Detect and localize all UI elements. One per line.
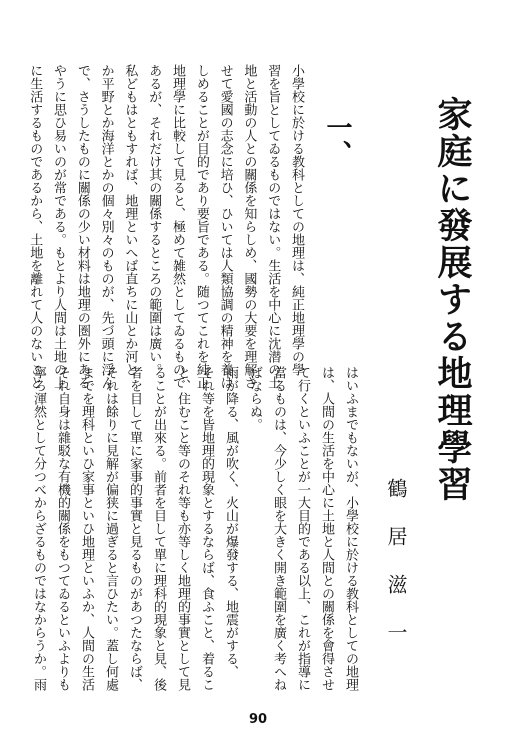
text-line: 寧ろ渾然として分つべからざるものではなからうか。雨 xyxy=(31,366,46,691)
text-line: 雨が降る、風が吹く、火山が爆發する、地震がする、 xyxy=(223,366,238,678)
text-line: は、人間の生活を中心に土地と人間との關係を會得させ xyxy=(319,366,334,691)
text-line: 當るものは、今少しく眼を大きく開き範圍を廣く考へね xyxy=(271,366,286,691)
body-text-upper xyxy=(27,64,308,389)
text-line: か平野とか海洋とかの個々別々のものが、先づ頭に浮ん xyxy=(98,64,114,389)
text-line: 習を旨としてゐるものではない。生活を中心に沈潜の土 xyxy=(265,64,281,389)
text-line: ばならぬ。 xyxy=(247,366,262,431)
text-line: に生活するものであるから、土地を離れて人のないこと xyxy=(27,64,43,389)
text-line: それ自身は雜駁な有機的關係をもつてゐるといふよりも xyxy=(55,366,70,691)
text-line: て行くといふことが一大目的である以上、これが指導に xyxy=(295,366,310,691)
text-line: あるが、それだけ其の關係するところの範圍は廣い。 xyxy=(146,64,162,376)
text-line: 小學校に於ける教科としての地理は、純正地理學の學 xyxy=(289,64,304,376)
body-text-lower xyxy=(31,366,362,710)
page-number: 90 xyxy=(248,712,268,727)
text-line: せて愛國の志念に培ひ、ひいては人類協調の精神を養は xyxy=(217,64,233,389)
text-line: 地と活動の人との關係を知らしめ、國勢の大要を理解さ xyxy=(241,64,257,389)
text-line: と、住むこと等のそれ等も亦等しく地理的事實として見 xyxy=(175,366,190,691)
text-line: で、さうしたものに關係の少い材料は地理の圏外にある xyxy=(74,64,90,389)
text-line: までを理科といひ家事といひ地理といふか、人間の生活 xyxy=(79,366,94,691)
text-line: 私どもはともすれば、地理といへば直ちに山とか河と xyxy=(122,64,138,376)
text-line: ることが出來る。前者を目して單に理科的現象と見、後 xyxy=(151,366,166,691)
text-line: やうに思ひ易いのが常である。もとより人間は土地の上 xyxy=(51,64,67,389)
text-line: 地理學に比較して見ると、極めて雑然としてゐるもので xyxy=(170,64,186,389)
article-title: 家庭に發展する地理學習 xyxy=(432,96,473,503)
text-line: しめることが目的であり要旨である。随つてこれを純正 xyxy=(193,64,209,389)
text-line: はいふまでもないが、小學校に於ける教科としての地理 xyxy=(343,366,358,691)
section-number: 一、 xyxy=(322,114,352,166)
author-name: 鶴居滋一 xyxy=(384,478,408,670)
text-line: 者を目して單に家事的事實と見るものがあつたならば、 xyxy=(127,366,142,691)
text-line: それは餘りに見解が偏狭に過ぎると言ひたい。蓋し何處 xyxy=(103,366,118,691)
text-line: それ等を皆地理的現象とするならば、食ふこと、着るこ xyxy=(199,366,214,691)
